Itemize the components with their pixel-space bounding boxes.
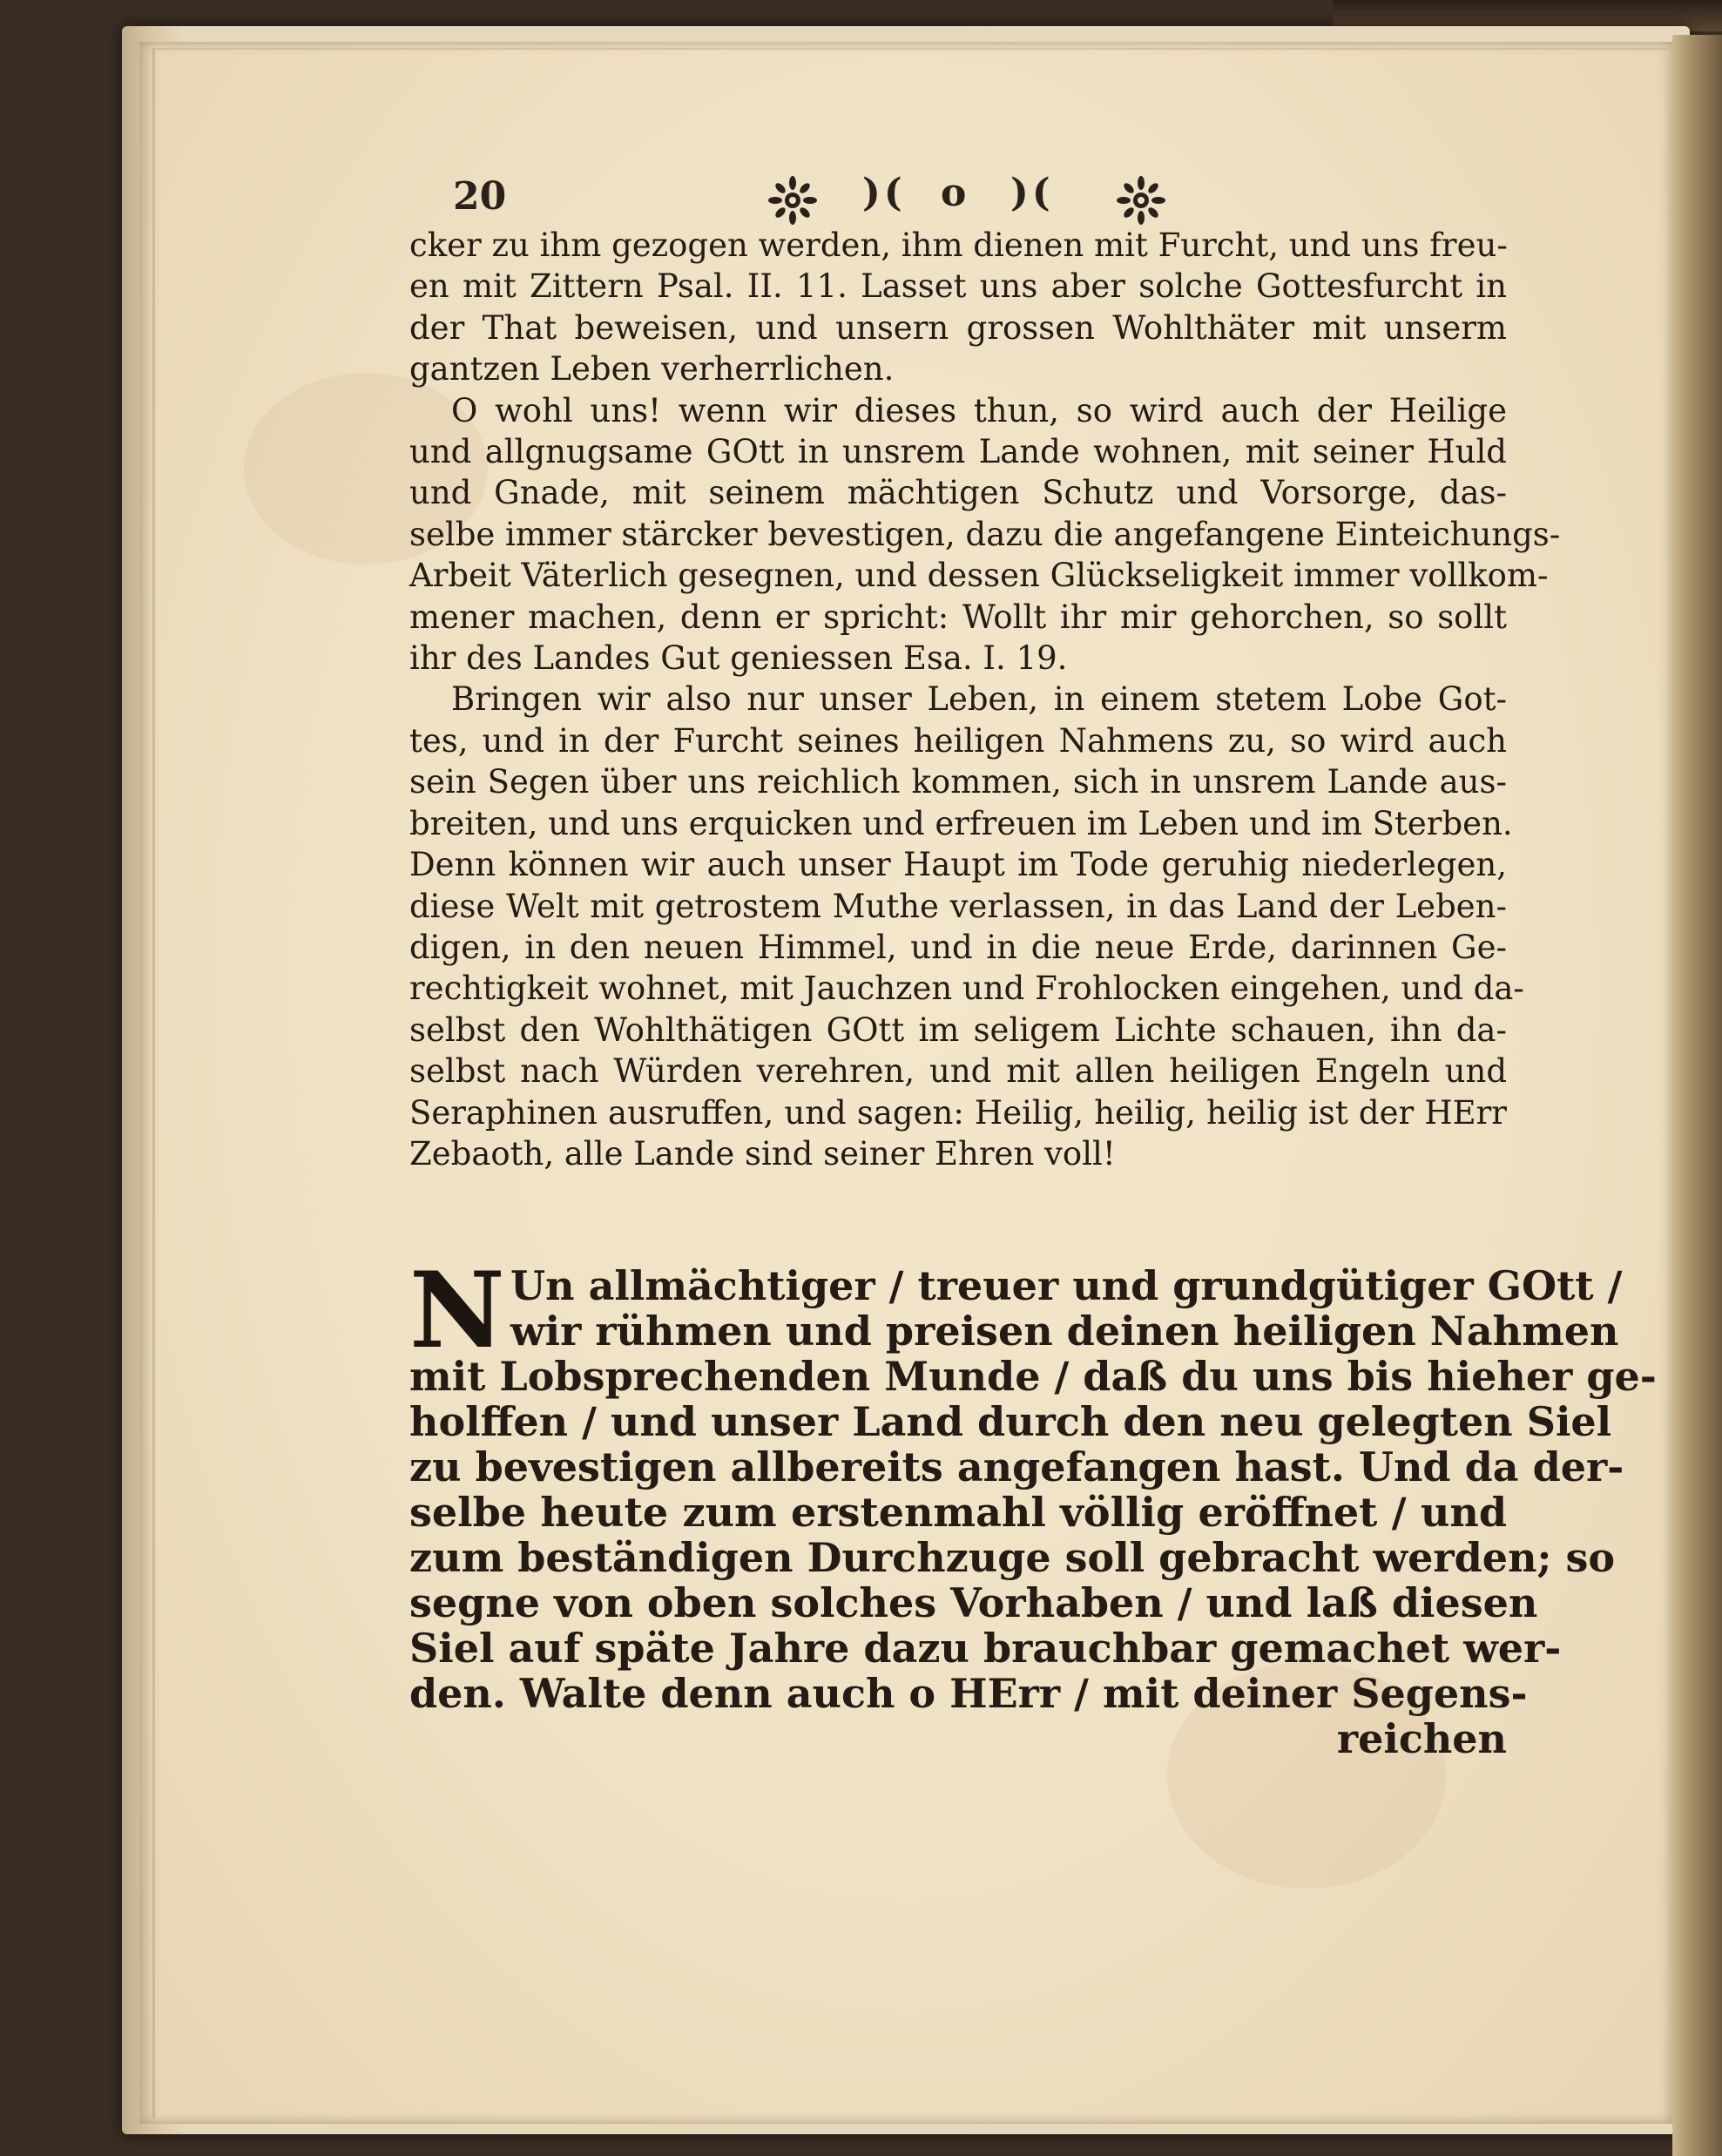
header-parenthesis-right: )( bbox=[1010, 171, 1054, 215]
text-line: Seraphinen ausruffen, und sagen: Heilig, heilig, heilig ist der HErr bbox=[409, 1093, 1507, 1132]
text-line: mener machen, denn er spricht: Wollt ihr mir gehorchen, so sollt bbox=[409, 598, 1507, 636]
prayer-line: zu bevestigen allbereits angefangen hast. Und da der- bbox=[409, 1443, 1624, 1490]
text-line: en mit Zittern Psal. II. 11. Lasset uns aber solche Gottesfurcht in bbox=[409, 267, 1507, 306]
text-line: cker zu ihm gezogen werden, ihm dienen mit Furcht, und uns freu- bbox=[409, 226, 1508, 264]
prayer-line: selbe heute zum erstenmahl völlig eröffnet / und bbox=[409, 1489, 1507, 1536]
text-line: sein Segen über uns reichlich kommen, sich in unsrem Lande aus- bbox=[409, 763, 1507, 801]
page-header bbox=[453, 171, 1516, 226]
header-center-o: o bbox=[941, 171, 970, 215]
text-line: rechtigkeit wohnet, mit Jauchzen und Frohlocken eingehen, und da- bbox=[409, 970, 1524, 1008]
prayer-line: wir rühmen und preisen deinen heiligen Nahmen bbox=[510, 1308, 1619, 1355]
drop-cap: N bbox=[409, 1249, 505, 1372]
page-number: 20 bbox=[453, 174, 507, 219]
text-line: selbst den Wohlthätigen GOtt im seligem Lichte schauen, ihn da- bbox=[409, 1010, 1507, 1049]
book-spine-edge bbox=[1672, 35, 1722, 2156]
prayer-line: Siel auf späte Jahre dazu brauchbar gemachet wer- bbox=[409, 1625, 1562, 1672]
text-line: Bringen wir also nur unser Leben, in einem stetem Lobe Got- bbox=[451, 680, 1507, 719]
text-line: Arbeit Väterlich gesegnen, und dessen Glückseligkeit immer vollkom- bbox=[409, 557, 1549, 595]
header-ornament bbox=[1115, 174, 1167, 226]
text-line: und Gnade, mit seinem mächtigen Schutz und Vorsorge, das- bbox=[409, 474, 1507, 512]
prayer-line: holffen / und unser Land durch den neu gelegten Siel bbox=[409, 1398, 1612, 1445]
prayer-line: zum beständigen Durchzuge soll gebracht werden; so bbox=[409, 1534, 1616, 1581]
rosette-icon bbox=[1115, 174, 1167, 226]
rosette-icon bbox=[766, 174, 819, 226]
prayer-line: segne von oben solches Vorhaben / und laß diesen bbox=[409, 1579, 1538, 1626]
prayer-text bbox=[409, 1249, 1657, 1762]
text-line: ihr des Landes Gut geniessen Esa. I. 19. bbox=[409, 639, 1068, 678]
text-line: Denn können wir auch unser Haupt im Tode geruhig niederlegen, bbox=[409, 846, 1507, 884]
text-line: breiten, und uns erquicken und erfreuen im Leben und im Sterben. bbox=[409, 804, 1513, 842]
text-line: diese Welt mit getrostem Muthe verlassen, in das Land der Leben- bbox=[409, 887, 1507, 925]
text-line: Zebaoth, alle Lande sind seiner Ehren voll! bbox=[409, 1134, 1116, 1173]
text-line: und allgnugsame GOtt in unsrem Lande wohnen, mit seiner Huld bbox=[409, 433, 1507, 471]
catchword: reichen bbox=[1336, 1715, 1507, 1762]
text-line: selbst nach Würden verehren, und mit allen heiligen Engeln und bbox=[409, 1052, 1507, 1091]
text-line: tes, und in der Furcht seines heiligen Nahmens zu, so wird auch bbox=[409, 721, 1507, 760]
text-line: gantzen Leben verherrlichen. bbox=[409, 350, 895, 389]
header-ornament bbox=[766, 174, 819, 226]
prayer-line: mit Lobsprechenden Munde / daß du uns bis hieher ge- bbox=[409, 1353, 1657, 1400]
header-parenthesis-left: )( bbox=[862, 171, 906, 215]
text-line: O wohl uns! wenn wir dieses thun, so wird auch der Heilige bbox=[451, 391, 1507, 429]
text-line: der That beweisen, und unsern grossen Wohlthäter mit unserm bbox=[409, 308, 1507, 347]
text-line: digen, in den neuen Himmel, und in die neue Erde, darinnen Ge- bbox=[409, 928, 1507, 966]
prayer-line: Un allmächtiger / treuer und grundgütiger GOtt / bbox=[510, 1262, 1623, 1309]
sermon-text bbox=[409, 225, 1561, 1174]
text-line: selbe immer stärcker bevestigen, dazu die angefangene Einteichungs- bbox=[409, 515, 1561, 553]
prayer-line: den. Walte denn auch o HErr / mit deiner Segens- bbox=[409, 1670, 1528, 1717]
